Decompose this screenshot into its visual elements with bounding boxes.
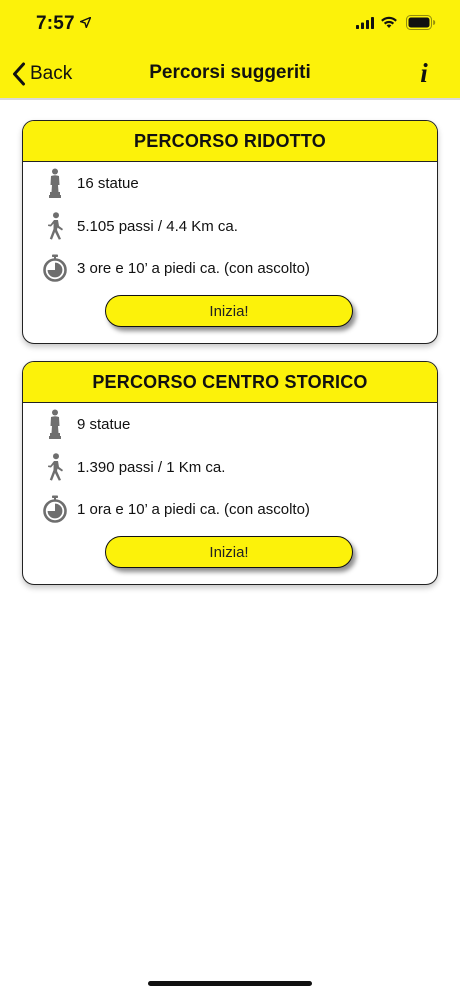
route-time-row xyxy=(41,492,310,526)
battery-icon xyxy=(406,15,436,30)
route-time-text: 3 ore e 10’ a piedi ca. (con ascolto) xyxy=(77,259,310,277)
route-steps-row xyxy=(41,450,225,484)
route-statues-row xyxy=(41,407,130,441)
stopwatch-icon xyxy=(41,493,69,525)
wifi-icon xyxy=(380,15,398,29)
status-time: 7:57 xyxy=(36,13,75,34)
route-statues-row xyxy=(41,166,139,200)
location-arrow-icon xyxy=(80,17,91,28)
route-statues-text: 16 statue xyxy=(77,174,139,192)
route-card-centro-storico xyxy=(22,361,438,585)
route-steps-row xyxy=(41,209,238,243)
navigation-bar xyxy=(0,48,460,98)
stopwatch-icon xyxy=(41,252,69,284)
route-time-row xyxy=(41,251,310,285)
route-card-title: PERCORSO CENTRO STORICO xyxy=(23,362,437,403)
route-steps-text: 1.390 passi / 1 Km ca. xyxy=(77,458,226,476)
header-divider xyxy=(0,98,460,100)
cellular-signal-icon xyxy=(356,17,374,29)
app-header xyxy=(0,0,460,98)
route-statues-text: 9 statue xyxy=(77,415,131,433)
info-icon: i xyxy=(420,57,428,88)
page-title: Percorsi suggeriti xyxy=(149,62,311,83)
statue-icon xyxy=(41,167,69,199)
start-route-button[interactable]: Inizia! xyxy=(105,295,353,327)
walking-person-icon xyxy=(41,210,69,242)
statue-icon xyxy=(41,408,69,440)
home-indicator[interactable] xyxy=(148,981,312,986)
route-time-text: 1 ora e 10’ a piedi ca. (con ascolto) xyxy=(77,500,310,518)
info-button[interactable] xyxy=(412,58,436,88)
start-route-button[interactable]: Inizia! xyxy=(105,536,353,568)
status-bar xyxy=(0,0,460,48)
back-label: Back xyxy=(30,63,73,84)
route-card-ridotto xyxy=(22,120,438,344)
route-steps-text: 5.105 passi / 4.4 Km ca. xyxy=(77,217,238,235)
route-card-title: PERCORSO RIDOTTO xyxy=(23,121,437,162)
walking-person-icon xyxy=(41,451,69,483)
